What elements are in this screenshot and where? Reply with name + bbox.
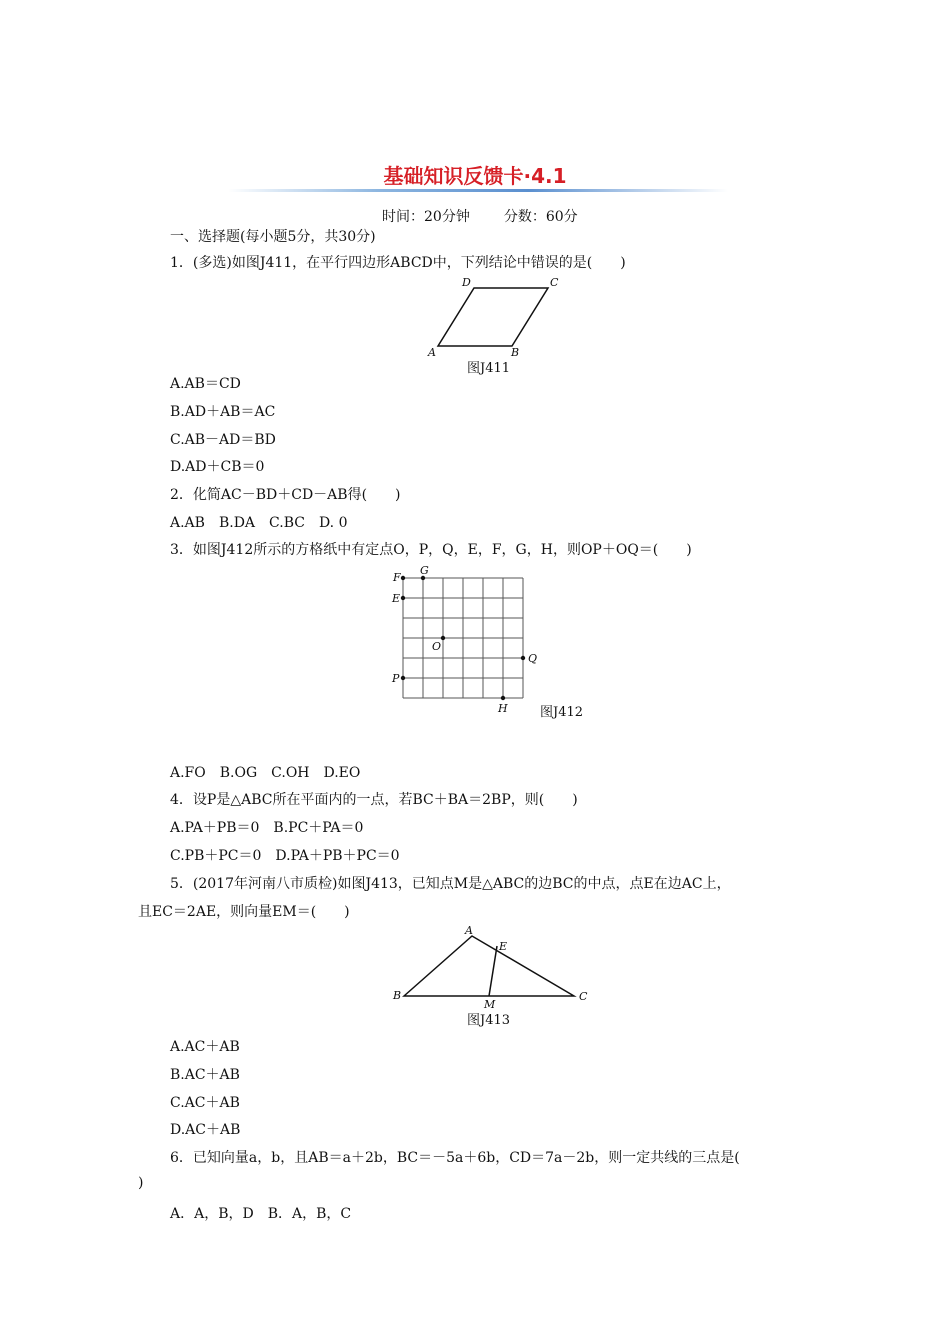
point-label-d: D [462, 276, 471, 289]
q3-options: A.FO B.OG C.OH D.EO [170, 765, 361, 781]
time-label: 时间：20分钟 [382, 209, 470, 225]
q5-option-c: C.AC＋AB [170, 1095, 240, 1111]
point-label-e: E [499, 940, 508, 953]
meta-info [382, 206, 612, 226]
question-5-stem-line1: 5．(2017年河南八市质检)如图J413，已知点M是△ABC的边BC的中点，点E在边AC上， [170, 876, 731, 892]
question-6-stem-line2: ) [138, 1175, 144, 1191]
q1-option-a: A.AB＝CD [170, 376, 241, 392]
point-label-b: B [511, 346, 520, 359]
figure-j412-label: 图J412 [540, 705, 584, 720]
figure-j412-grid [386, 562, 546, 720]
question-4-stem: 4．设P是△ABC所在平面内的一点，若BC＋BA＝2BP，则( ) [170, 792, 578, 808]
point-label-e: E [392, 592, 401, 605]
parallelogram-abcd [438, 288, 548, 346]
point-label-m: M [484, 998, 496, 1011]
q4-options-row2: C.PB＋PC＝0 D.PA＋PB＋PC＝0 [170, 848, 400, 864]
grid-lines [403, 578, 523, 698]
point-e [401, 596, 405, 600]
point-label-a: A [428, 346, 436, 359]
question-3-stem: 3．如图J412所示的方格纸中有定点O，P，Q，E，F，G，H，则OP＋OQ＝( ) [170, 542, 692, 558]
figure-j411-label: 图J411 [467, 361, 511, 376]
q5-option-d: D.AC＋AB [170, 1122, 241, 1138]
q1-option-c: C.AB－AD＝BD [170, 432, 276, 448]
point-label-p: P [392, 672, 400, 685]
title-divider [228, 189, 728, 192]
question-1-stem: 1．(多选)如图J411，在平行四边形ABCD中，下列结论中错误的是( ) [170, 255, 626, 271]
page-title: 基础知识反馈卡·4.1 [383, 164, 567, 188]
point-label-o: O [432, 640, 442, 653]
point-label-f: F [393, 571, 401, 584]
segment-em [489, 946, 497, 996]
point-label-c: C [579, 990, 588, 1003]
point-label-a: A [465, 924, 473, 937]
triangle-abc [404, 936, 574, 996]
q2-options: A.AB B.DA C.BC D. 0 [170, 515, 348, 531]
q4-options-row1: A.PA＋PB＝0 B.PC＋PA＝0 [170, 820, 364, 836]
q6-options: A．A，B，D B．A，B，C [170, 1206, 352, 1222]
figure-j413-label: 图J413 [467, 1013, 511, 1028]
q1-option-d: D.AD＋CB＝0 [170, 459, 265, 475]
score-label: 分数：60分 [503, 209, 578, 225]
figure-j411 [420, 274, 570, 360]
q5-option-a: A.AC＋AB [170, 1039, 240, 1055]
question-6-stem-line1: 6．已知向量a，b，且AB＝a＋2b，BC＝－5a＋6b，CD＝7a－2b，则一定共线的三点是( [170, 1150, 740, 1166]
point-label-q: Q [528, 652, 538, 665]
point-f [401, 576, 405, 580]
question-2-stem: 2．化简AC－BD＋CD－AB得( ) [170, 487, 401, 503]
q1-option-b: B.AD＋AB＝AC [170, 404, 276, 420]
point-label-g: G [420, 564, 429, 577]
q5-option-b: B.AC＋AB [170, 1067, 240, 1083]
point-q [521, 656, 525, 660]
section-heading: 一、选择题(每小题5分，共30分) [170, 229, 376, 245]
point-label-c: C [550, 276, 559, 289]
point-o [441, 636, 445, 640]
figure-j413 [388, 922, 598, 1014]
point-label-b: B [393, 989, 402, 1002]
point-p [401, 676, 405, 680]
point-label-h: H [498, 702, 508, 715]
question-5-stem-line2: 且EC＝2AE，则向量EM＝( ) [138, 904, 350, 920]
point-h [501, 696, 505, 700]
